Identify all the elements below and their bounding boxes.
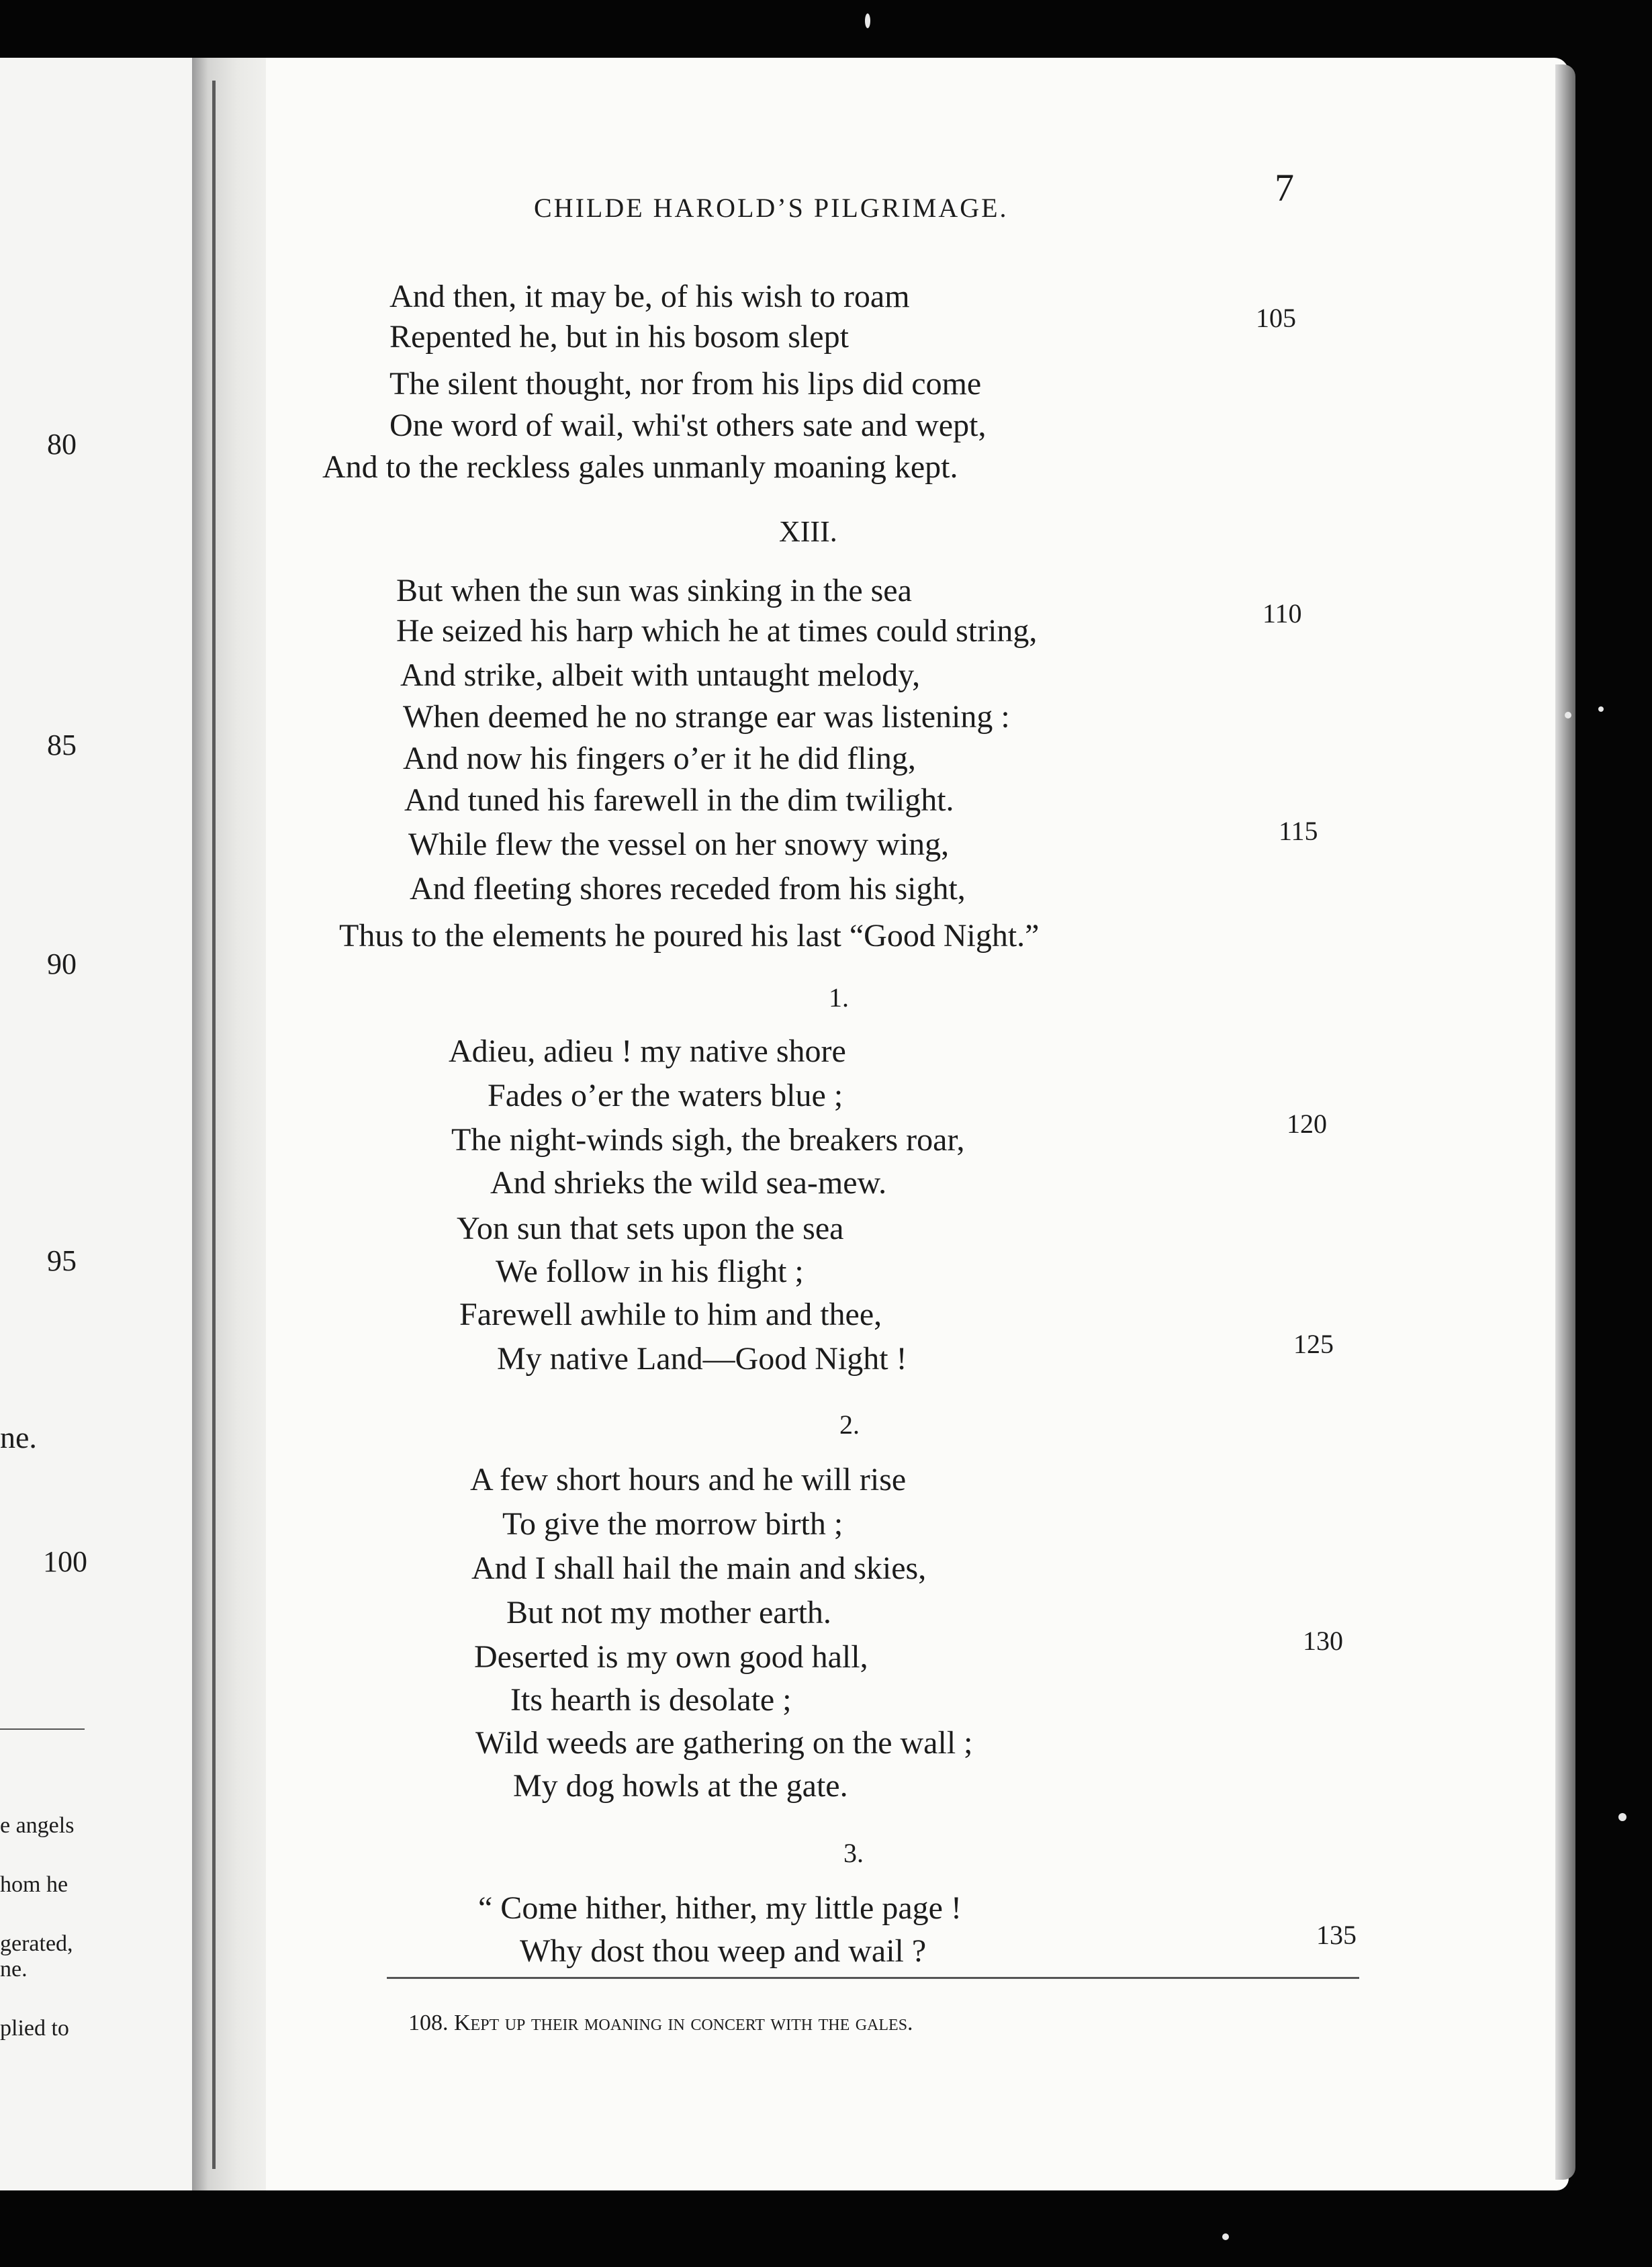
verse-line: And to the reckless gales unmanly moaning kept. bbox=[322, 449, 958, 485]
page-edge-shadow bbox=[1555, 64, 1575, 2180]
verse-line: And strike, albeit with untaught melody, bbox=[400, 657, 921, 693]
verse-line: The silent thought, nor from his lips did come bbox=[389, 366, 982, 402]
footnote bbox=[408, 2010, 913, 2036]
verse-line: The night-winds sigh, the breakers roar, bbox=[451, 1122, 965, 1158]
verse-line: A few short hours and he will rise bbox=[470, 1462, 907, 1497]
footnote-text: Kept up their moaning in concert with the gales. bbox=[454, 2010, 913, 2035]
verse-line: “ Come hither, hither, my little page ! bbox=[478, 1890, 962, 1926]
gutter-line bbox=[212, 81, 216, 2169]
left-line-number: 100 bbox=[43, 1545, 87, 1578]
footnote-rule bbox=[387, 1977, 1359, 1979]
left-footnote-fragment: gerated, bbox=[0, 1931, 73, 1956]
verse-line: Its hearth is desolate ; bbox=[510, 1682, 792, 1718]
right-line-number: 135 bbox=[1316, 1920, 1357, 1950]
verse-line: Thus to the elements he poured his last “Good Night.” bbox=[339, 918, 1040, 954]
stanza-heading: XIII. bbox=[779, 515, 837, 548]
footnote-number: 108. bbox=[408, 2010, 449, 2035]
left-footnote-fragment: hom he bbox=[0, 1872, 68, 1897]
verse-line: And shrieks the wild sea-mew. bbox=[490, 1165, 887, 1201]
right-line-number: 115 bbox=[1279, 816, 1318, 846]
verse-line: And I shall hail the main and skies, bbox=[471, 1551, 927, 1586]
verse-line: And then, it may be, of his wish to roam bbox=[389, 279, 910, 314]
left-footnote-fragment: e angels bbox=[0, 1813, 75, 1838]
left-line-number: 85 bbox=[47, 729, 77, 761]
verse-line: And now his fingers o’er it he did fling, bbox=[403, 741, 916, 776]
verse-line: When deemed he no strange ear was listening : bbox=[403, 699, 1010, 735]
verse-line: Repented he, but in his bosom slept bbox=[389, 319, 849, 355]
verse-line: And fleeting shores receded from his sight, bbox=[410, 871, 966, 907]
left-line-number: 90 bbox=[47, 947, 77, 980]
verse-line: Farewell awhile to him and thee, bbox=[459, 1297, 882, 1332]
verse-line: One word of wail, whi'st others sate and wept, bbox=[389, 408, 986, 443]
right-line-number: 120 bbox=[1287, 1109, 1327, 1139]
scan-speck bbox=[1222, 2233, 1229, 2240]
left-line-number: 95 bbox=[47, 1244, 77, 1277]
verse-line: But when the sun was sinking in the sea bbox=[396, 573, 912, 608]
verse-line: We follow in his flight ; bbox=[496, 1254, 804, 1289]
verse-line: Deserted is my own good hall, bbox=[474, 1639, 868, 1675]
left-footnote-fragment: ne. bbox=[0, 1957, 28, 1982]
scan-speck bbox=[1618, 1813, 1626, 1821]
right-line-number: 110 bbox=[1263, 598, 1302, 629]
right-line-number: 105 bbox=[1256, 303, 1296, 333]
left-text-fragment: ne. bbox=[0, 1420, 37, 1454]
scan-speck bbox=[1598, 706, 1604, 712]
left-line-number: 80 bbox=[47, 428, 77, 461]
verse-line: While flew the vessel on her snowy wing, bbox=[408, 827, 950, 862]
verse-line: My dog howls at the gate. bbox=[513, 1768, 848, 1804]
stanza-heading: 3. bbox=[843, 1838, 864, 1868]
verse-line: Fades o’er the waters blue ; bbox=[488, 1078, 843, 1113]
stanza-heading: 1. bbox=[829, 982, 849, 1013]
left-footnote-rule bbox=[0, 1728, 85, 1730]
stanza-heading: 2. bbox=[839, 1409, 860, 1440]
right-line-number: 130 bbox=[1303, 1626, 1343, 1656]
verse-line: And tuned his farewell in the dim twilight. bbox=[404, 782, 954, 818]
right-line-number: 125 bbox=[1293, 1329, 1334, 1359]
verse-line: To give the morrow birth ; bbox=[502, 1506, 843, 1542]
scan-speck bbox=[1565, 712, 1571, 719]
page-number: 7 bbox=[1275, 166, 1294, 210]
left-footnote-fragment: plied to bbox=[0, 2016, 69, 2041]
verse-line: My native Land—Good Night ! bbox=[497, 1341, 907, 1377]
verse-line: But not my mother earth. bbox=[506, 1595, 831, 1630]
scan-speck bbox=[865, 13, 870, 28]
left-page bbox=[0, 58, 212, 2190]
verse-line: Wild weeds are gathering on the wall ; bbox=[475, 1725, 973, 1761]
verse-line: Why dost thou weep and wail ? bbox=[520, 1933, 927, 1969]
running-header: CHILDE HAROLD’S PILGRIMAGE. bbox=[534, 193, 1009, 223]
verse-line: He seized his harp which he at times could string, bbox=[396, 613, 1038, 649]
verse-line: Yon sun that sets upon the sea bbox=[457, 1211, 844, 1246]
verse-line: Adieu, adieu ! my native shore bbox=[449, 1033, 846, 1069]
